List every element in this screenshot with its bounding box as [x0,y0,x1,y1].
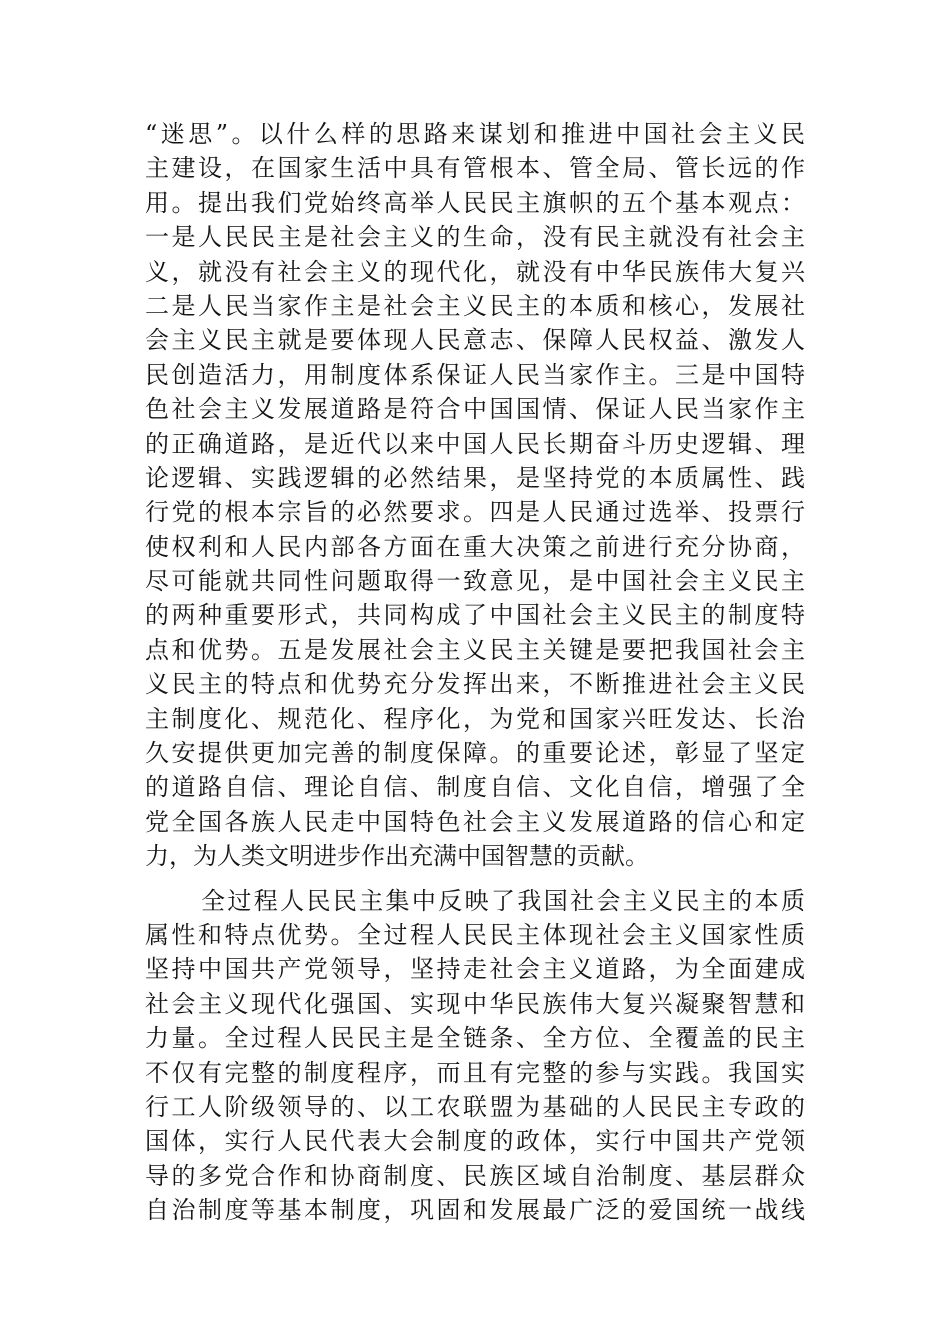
text-line: 导的多党合作和协商制度、民族区域自治制度、基层群众 [145,1161,805,1190]
text-line: 党全国各族人民走中国特色社会主义发展道路的信心和定 [145,807,805,836]
text-line: 一是人民民主是社会主义的生命，没有民主就没有社会主 [145,223,805,252]
document-page [145,117,805,1228]
text-line: 属性和特点优势。全过程人民民主体现社会主义国家性质 [145,920,805,949]
text-line: 主建设，在国家生活中具有管根本、管全局、管长远的作 [145,154,805,183]
text-line: 行党的根本宗旨的必然要求。四是人民通过选举、投票行 [145,498,805,527]
text-line: 的道路自信、理论自信、制度自信、文化自信，增强了全 [145,773,805,802]
text-line: 义民主的特点和优势充分发挥出来，不断推进社会主义民 [145,670,805,699]
paragraph-gap [145,874,805,884]
text-line: 会主义民主就是要体现人民意志、保障人民权益、激发人 [145,326,805,355]
text-line: 义，就没有社会主义的现代化，就没有中华民族伟大复兴 [145,257,805,286]
text-line: 尽可能就共同性问题取得一致意见，是中国社会主义民主 [145,567,805,596]
text-line: 用。提出我们党始终高举人民民主旗帜的五个基本观点： [145,188,805,217]
text-line: 点和优势。五是发展社会主义民主关键是要把我国社会主 [145,635,805,664]
text-line: 色社会主义发展道路是符合中国国情、保证人民当家作主 [145,395,805,424]
text-line: 主制度化、规范化、程序化，为党和国家兴旺发达、长治 [145,704,805,733]
text-line: 使权利和人民内部各方面在重大决策之前进行充分协商， [145,532,805,561]
text-line: 论逻辑、实践逻辑的必然结果，是坚持党的本质属性、践 [145,463,805,492]
text-line: “迷思”。以什么样的思路来谋划和推进中国社会主义民 [145,120,805,148]
text-line: 力，为人类文明进步作出充满中国智慧的贡献。 [145,842,649,871]
text-line: 坚持中国共产党领导，坚持走社会主义道路，为全面建成 [145,955,805,984]
text-line: 久安提供更加完善的制度保障。的重要论述，彰显了坚定 [145,739,805,768]
text-line: 社会主义现代化强国、实现中华民族伟大复兴凝聚智慧和 [145,989,805,1018]
text-line: 二是人民当家作主是社会主义民主的本质和核心，发展社 [145,291,805,320]
text-line: 全过程人民民主集中反映了我国社会主义民主的本质 [201,886,805,915]
text-line: 国体，实行人民代表大会制度的政体，实行中国共产党领 [145,1127,805,1156]
paragraph-1 [145,117,805,874]
text-line: 的两种重要形式，共同构成了中国社会主义民主的制度特 [145,601,805,630]
text-line: 不仅有完整的制度程序，而且有完整的参与实践。我国实 [145,1058,805,1087]
text-line: 行工人阶级领导的、以工农联盟为基础的人民民主专政的 [145,1092,805,1121]
text-line: 自治制度等基本制度，巩固和发展最广泛的爱国统一战线 [145,1196,805,1225]
text-line: 的正确道路，是近代以来中国人民长期奋斗历史逻辑、理 [145,429,805,458]
text-line: 民创造活力，用制度体系保证人民当家作主。三是中国特 [145,360,805,389]
text-line: 力量。全过程人民民主是全链条、全方位、全覆盖的民主 [145,1024,805,1053]
paragraph-2 [145,884,805,1228]
